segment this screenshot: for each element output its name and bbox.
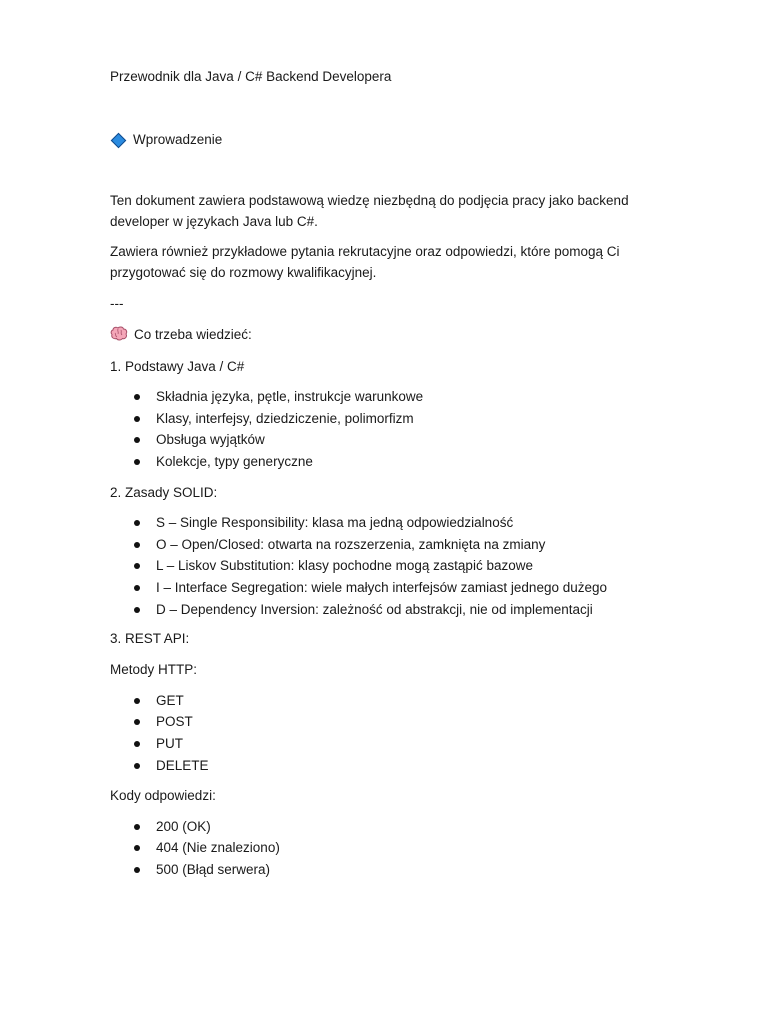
intro-paragraph-1-line-1: Ten dokument zawiera podstawową wiedzę niezbędną do podjęcia pracy jako backend xyxy=(110,193,629,208)
list-item: Obsługa wyjątków xyxy=(156,432,265,447)
knowledge-heading-row xyxy=(110,326,252,344)
blue-diamond-icon xyxy=(111,133,127,149)
list-item: Klasy, interfejsy, dziedziczenie, polimorfizm xyxy=(156,411,414,426)
list-item: 404 (Nie znaleziono) xyxy=(156,840,280,855)
intro-paragraph-2-line-1: Zawiera również przykładowe pytania rekrutacyjne oraz odpowiedzi, które pomogą Ci xyxy=(110,244,620,259)
list-item: 200 (OK) xyxy=(156,819,211,834)
knowledge-heading: Co trzeba wiedzieć: xyxy=(134,327,252,342)
list-item: 500 (Błąd serwera) xyxy=(156,862,271,877)
section-1-title: 1. Podstawy Java / C# xyxy=(110,359,245,374)
response-codes-label: Kody odpowiedzi: xyxy=(110,788,216,803)
intro-heading: Wprowadzenie xyxy=(133,132,223,147)
list-item: L – Liskov Substitution: klasy pochodne mogą zastąpić bazowe xyxy=(156,558,533,573)
http-methods-label: Metody HTTP: xyxy=(110,662,198,677)
list-item: POST xyxy=(156,714,193,729)
list-item: Składnia języka, pętle, instrukcje warunkowe xyxy=(156,389,424,404)
list-item: I – Interface Segregation: wiele małych interfejsów zamiast jednego dużego xyxy=(156,580,608,595)
list-item: O – Open/Closed: otwarta na rozszerzenia, zamknięta na zmiany xyxy=(156,537,546,552)
list-item: S – Single Responsibility: klasa ma jedną odpowiedzialność xyxy=(156,515,514,530)
list-item: PUT xyxy=(156,736,183,751)
intro-heading-row xyxy=(110,131,222,149)
separator: --- xyxy=(110,296,124,311)
document-title: Przewodnik dla Java / C# Backend Developera xyxy=(110,69,392,84)
section-3-title: 3. REST API: xyxy=(110,631,190,646)
brain-icon xyxy=(110,326,128,341)
list-item: D – Dependency Inversion: zależność od abstrakcji, nie od implementacji xyxy=(156,602,593,617)
section-2-title: 2. Zasady SOLID: xyxy=(110,485,218,500)
list-item: GET xyxy=(156,693,184,708)
intro-paragraph-2-line-2: przygotować się do rozmowy kwalifikacyjnej. xyxy=(110,265,377,280)
list-item: Kolekcje, typy generyczne xyxy=(156,454,313,469)
intro-paragraph-1-line-2: developer w językach Java lub C#. xyxy=(110,214,318,229)
list-item: DELETE xyxy=(156,758,209,773)
